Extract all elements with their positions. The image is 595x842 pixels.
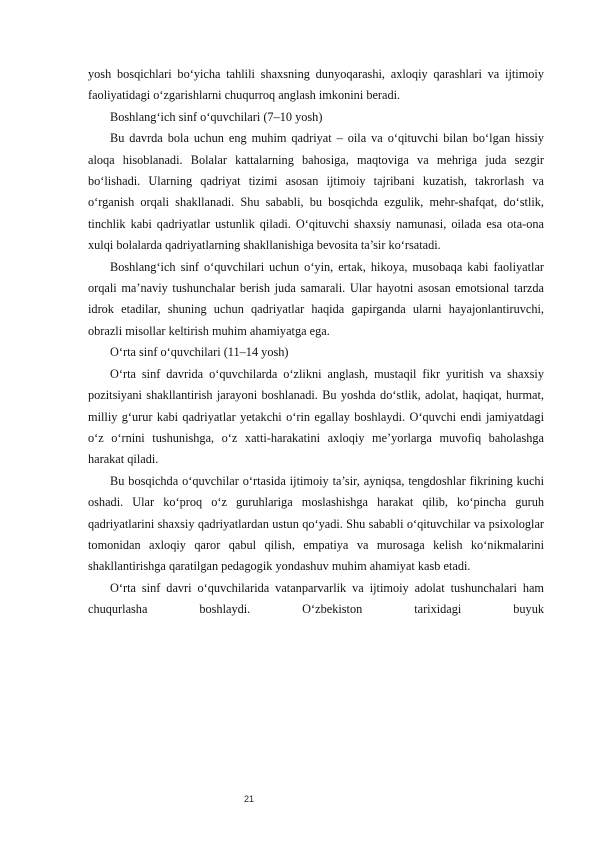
section-heading-middle-grades: O‘rta sinf o‘quvchilari (11–14 yosh) <box>110 345 289 360</box>
page-number: 21 <box>244 794 255 804</box>
paragraph: O‘rta sinf davrida o‘quvchilarda o‘zlikni anglash, mustaqil fikr yuritish va shaxsiy pozitsiyani shakllantirish jarayoni boshlanadi. Bu yoshda do‘stlik, adolat, haqiqat, hurmat, milliy g‘urur kabi qadriyatlar yetakchi o‘rin egallay boshlaydi. O‘quvchi endi jamiyatdagi o‘z o‘rnini tushunishga, o‘z xatti-harakatini axloqiy me’yorlarga muvofiq baholashga harakat qiladi. <box>88 366 544 467</box>
paragraph: Bu davrda bola uchun eng muhim qadriyat – oila va o‘qituvchi bilan bo‘lgan hissiy aloqa hisoblanadi. Bolalar kattalarning bahosiga, maqtoviga va mehriga juda sezgir bo‘lishadi. Ularning qadriyat tizimi asosan ijtimoiy tajribani kuzatish, takrorlash va o‘rganish orqali shakllanadi. Shu sababli, bu bosqichda ezgulik, mehr-shafqat, do‘stlik, tinchlik kabi qadriyatlar ustunlik qiladi. O‘qituvchi shaxsiy namunasi, oilada esa ota-ona xulqi bolalarda qadriyatlarning shakllanishiga bevosita ta’sir ko‘rsatadi. <box>88 131 544 253</box>
body-text <box>88 64 544 621</box>
paragraph-continues: O‘rta sinf davri o‘quvchilarida vatanparvarlik va ijtimoiy adolat tushunchalari ham chuqurlasha boshlaydi. O‘zbekiston tarixidagi buyuk <box>88 580 544 617</box>
paragraph: Bu bosqichda o‘quvchilar o‘rtasida ijtimoiy ta’sir, ayniqsa, tengdoshlar fikrining kuchi oshadi. Ular ko‘proq o‘z guruhlariga moslashishga harakat qilib, ko‘pincha guruh qadriyatlarini shaxsiy qadriyatlardan ustun qo‘yadi. Shu sababli o‘qituvchilar va psixologlar tomonidan axloqiy qaror qabul qilish, empatiya va murosaga kelish ko‘nikmalarini shakllantirishga qaratilgan pedagogik yondashuv muhim ahamiyat kasb etadi. <box>88 473 544 574</box>
paragraph: Boshlang‘ich sinf o‘quvchilari uchun o‘yin, ertak, hikoya, musobaqa kabi faoliyatlar orqali ma’naviy tushunchalar berish juda samarali. Ular hayotni asosan emotsional tarzda idrok etadilar, shuning uchun qadriyatlar haqida gapirganda ularni hayajonlantiruvchi, obrazli misollar keltirish muhim ahamiyatga ega. <box>88 259 544 338</box>
section-heading-primary-grades: Boshlang‘ich sinf o‘quvchilari (7–10 yosh) <box>110 109 323 124</box>
paragraph-continuation: yosh bosqichlari bo‘yicha tahlili shaxsning dunyoqarashi, axloqiy qarashlari va ijtimoiy faoliyatidagi o‘zgarishlarni chuqurroq anglash imkonini beradi. <box>88 67 544 103</box>
